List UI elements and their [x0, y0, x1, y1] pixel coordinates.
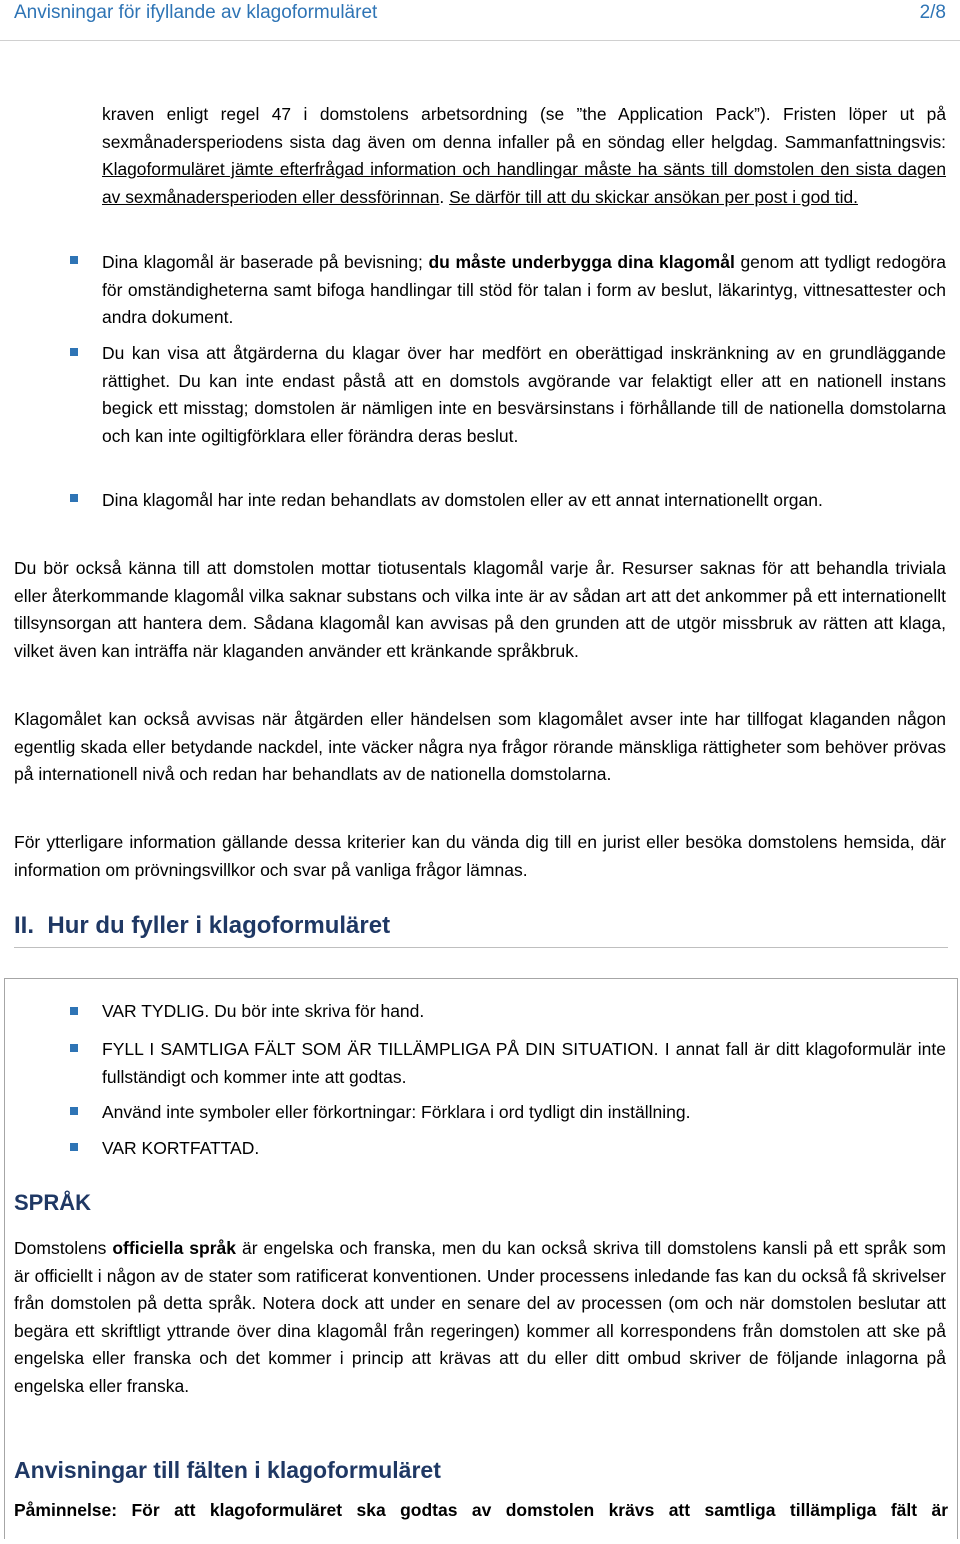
bullet-square-icon	[70, 1143, 78, 1151]
paragraph-more-info: För ytterligare information gällande dessa kriterier kan du vända dig till en jurist eller besöka domstolens hemsida, där information om prövningsvillkor och svar på vanliga frågor lämnas.	[14, 832, 946, 880]
rule-be-brief: VAR KORTFATTAD.	[102, 1138, 260, 1158]
fields-heading: Anvisningar till fälten i klagoformuläret	[14, 1457, 441, 1483]
header-divider	[0, 40, 960, 41]
rule-fill-all: FYLL I SAMTLIGA FÄLT SOM ÄR TILLÄMPLIGA PÅ DIN SITUATION. I annat fall är ditt klagoformulär inte fullständigt och kommer inte att godtas.	[102, 1039, 946, 1087]
bullet-square-icon	[70, 256, 78, 264]
list-item-restriction: Du kan visa att åtgärderna du klagar över har medfört en oberättigad inskränkning av en grundläggande rättighet. Du kan inte endast påstå att en domstols avgörande var felaktigt eller att en nationell instans begick ett misstag; domstolen är nämligen inte en besvärsinstans i förhållande till de nationella domstolarna och kan inte ogiltigförklara eller förändra deras beslut.	[102, 343, 946, 446]
language-text: Domstolens	[14, 1238, 113, 1258]
bullet-square-icon	[70, 494, 78, 502]
rule-be-clear: VAR TYDLIG. Du bör inte skriva för hand.	[102, 1001, 425, 1021]
bullet-square-icon	[70, 348, 78, 356]
section-divider	[14, 947, 948, 948]
evidence-bold: du måste underbygga dina klagomål	[428, 252, 735, 272]
paragraph-damage: Klagomålet kan också avvisas när åtgärden eller händelsen som klagomålet avser inte har tillfogat klaganden någon egentlig skada eller betydande nackdel, inte väcker några nya frågor rörande mänskliga rättigheter som behöver prövas på internationell nivå och redan har behandlats av de nationella domstolarna.	[14, 709, 946, 784]
list-item-not-processed: Dina klagomål har inte redan behandlats av domstolen eller av ett annat internationellt organ.	[102, 490, 823, 510]
reminder-line: Påminnelse: För att klagoformuläret ska godtas av domstolen krävs att samtliga tillämpliga fält är	[14, 1500, 948, 1520]
language-bold: officiella språk	[112, 1238, 237, 1258]
deadline-punct: .	[439, 186, 450, 207]
bullet-square-icon	[70, 1107, 78, 1115]
deadline-paragraph	[102, 101, 946, 211]
list-item-evidence	[102, 249, 946, 332]
page-header	[14, 0, 946, 30]
evidence-text: Dina klagomål är baserade på bevisning;	[102, 252, 429, 272]
page-number: 2/8	[919, 2, 946, 23]
bullet-square-icon	[70, 1007, 78, 1015]
deadline-post-advice: Se därför till att du skickar ansökan per post i god tid.	[449, 186, 858, 207]
deadline-text: kraven enligt regel 47 i domstolens arbetsordning (se ”the Application Pack”). Fristen löper ut på sexmånadersperiodens sista dag även om denna infaller på en söndag eller helgdag. Sammanfattningsvis:	[102, 104, 946, 152]
rule-no-symbols: Använd inte symboler eller förkortningar: Förklara i ord tydligt din inställning.	[102, 1102, 691, 1122]
language-paragraph	[14, 1235, 946, 1400]
header-title: Anvisningar för ifyllande av klagoformuläret	[14, 2, 378, 23]
evidence-text-end: genom att tydligt redogöra för omständigheterna samt bifoga handlingar till stöd för talan i form av beslut, läkarintyg, vittnesattester och andra dokument.	[102, 252, 946, 327]
section-heading	[14, 912, 390, 940]
bullet-square-icon	[70, 1044, 78, 1052]
language-heading: SPRÅK	[14, 1190, 92, 1215]
section-title: Hur du fyller i klagoformuläret	[47, 912, 391, 939]
section-number: II.	[14, 912, 35, 939]
deadline-summary-underlined: Klagoformuläret jämte efterfrågad information och handlingar måste ha sänts till domstolen den sista dagen av sexmånadersperioden eller dessförinnan	[102, 159, 946, 207]
paragraph-volume: Du bör också känna till att domstolen mottar tiotusentals klagomål varje år. Resurser saknas för att behandla triviala eller återkommande klagomål vilka saknar substans och vilka inte är av sådan art att det ankommer på ett internationellt tillsynsorgan att hantera dem. Sådana klagomål kan avvisas på den grunden att de utgör missbruk av rätten att klaga, vilket även kan inträffa när klaganden använder ett kränkande språkbruk.	[14, 558, 946, 661]
language-text-end: är engelska och franska, men du kan också skriva till domstolens kansli på ett språk som är officiellt i någon av de stater som ratificerat konventionen. Under processens inledande fas kan du också få skrivelser från domstolen på detta språk. Notera dock att under en senare del av processen (om och när domstolen beslutar att begära ett skriftligt yttrande över dina klagomål från regeringen) kommer all korrespondens från domstolen att ske på engelska eller franska och det kommer i princip att krävas att du eller ditt ombud skriver de följande inlagorna på engelska eller franska.	[14, 1238, 947, 1396]
